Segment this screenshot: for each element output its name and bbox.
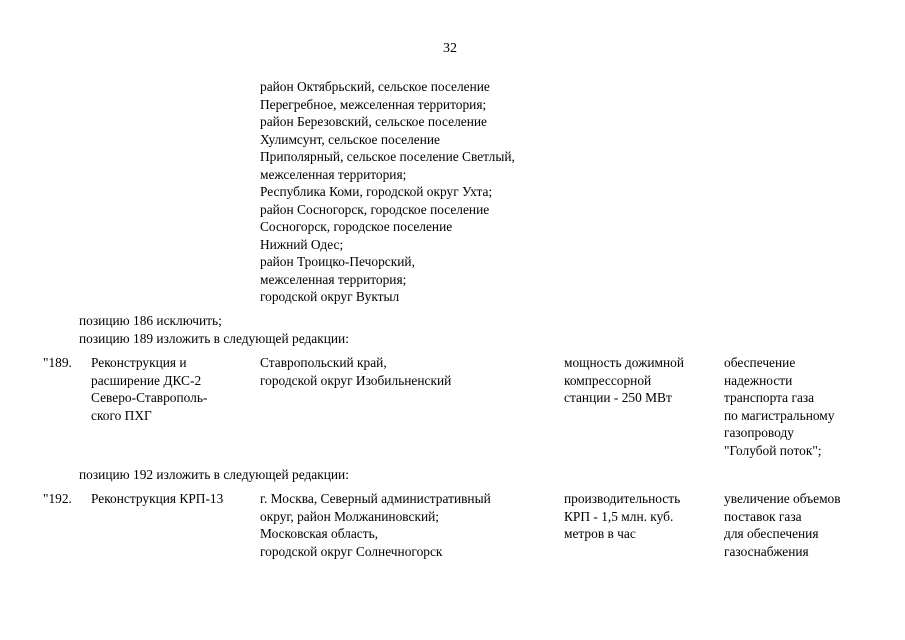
continuation-location-block: [260, 78, 515, 306]
instruction-edit-189: позицию 189 изложить в следующей редакции:: [79, 331, 349, 346]
object-name-line: ского ПХГ: [91, 407, 152, 423]
location-line: г. Москва, Северный административный: [260, 491, 491, 506]
purpose-line: увеличение объемов: [724, 491, 841, 506]
page-number: 32: [443, 41, 457, 56]
capacity-line: производительность: [564, 491, 681, 506]
capacity-line: компрессорной: [564, 372, 652, 388]
continuation-line: межселенная территория;: [260, 166, 407, 182]
purpose-cell: [724, 490, 841, 560]
capacity-cell: [564, 490, 680, 543]
object-name-line: Северо-Ставрополь-: [91, 390, 208, 405]
continuation-line: район Сосногорск, городское поселение: [260, 201, 490, 217]
object-name-cell: [91, 490, 223, 508]
purpose-line: по магистральному: [724, 407, 835, 423]
continuation-line: Перегребное, межселенная территория;: [260, 96, 487, 112]
purpose-line: транспорта газа: [724, 390, 815, 405]
location-line: Ставропольский край,: [260, 355, 387, 370]
location-line: городской округ Изобильненский: [260, 372, 452, 388]
purpose-line: "Голубой поток";: [724, 442, 822, 458]
location-cell: [260, 354, 451, 389]
row-number: "189.: [43, 355, 72, 370]
capacity-line: КРП - 1,5 млн. куб.: [564, 508, 674, 524]
row-number: "192.: [43, 491, 72, 506]
object-name-line: Реконструкция и: [91, 355, 187, 370]
purpose-line: газоснабжения: [724, 543, 809, 559]
object-name-line: Реконструкция КРП-13: [91, 491, 224, 506]
capacity-cell: [564, 354, 684, 407]
continuation-line: Приполярный, сельское поселение Светлый,: [260, 149, 515, 164]
capacity-line: мощность дожимной: [564, 355, 685, 370]
purpose-line: поставок газа: [724, 508, 802, 524]
location-line: городской округ Солнечногорск: [260, 543, 443, 559]
location-cell: [260, 490, 491, 560]
continuation-line: район Октябрьский, сельское поселение: [260, 79, 490, 94]
continuation-line: Хулимсунт, сельское поселение: [260, 131, 440, 147]
purpose-line: для обеспечения: [724, 526, 819, 541]
object-name-cell: [91, 354, 207, 424]
continuation-line: городской округ Вуктыл: [260, 289, 400, 304]
purpose-line: обеспечение: [724, 355, 796, 370]
continuation-line: Сосногорск, городское поселение: [260, 219, 453, 234]
object-name-line: расширение ДКС-2: [91, 372, 202, 388]
purpose-line: надежности: [724, 372, 793, 388]
continuation-line: межселенная территория;: [260, 271, 407, 287]
purpose-line: газопроводу: [724, 425, 794, 440]
continuation-line: район Троицко-Печорский,: [260, 254, 415, 269]
location-line: округ, район Молжаниновский;: [260, 508, 440, 524]
continuation-line: район Березовский, сельское поселение: [260, 114, 487, 129]
purpose-cell: [724, 354, 834, 459]
instruction-edit-192: позицию 192 изложить в следующей редакции:: [79, 467, 349, 482]
capacity-line: метров в час: [564, 526, 636, 541]
continuation-line: Республика Коми, городской округ Ухта;: [260, 184, 493, 199]
instruction-exclude-186: позицию 186 исключить;: [79, 313, 222, 328]
capacity-line: станции - 250 МВт: [564, 390, 672, 405]
location-line: Московская область,: [260, 526, 379, 541]
continuation-line: Нижний Одес;: [260, 236, 344, 252]
